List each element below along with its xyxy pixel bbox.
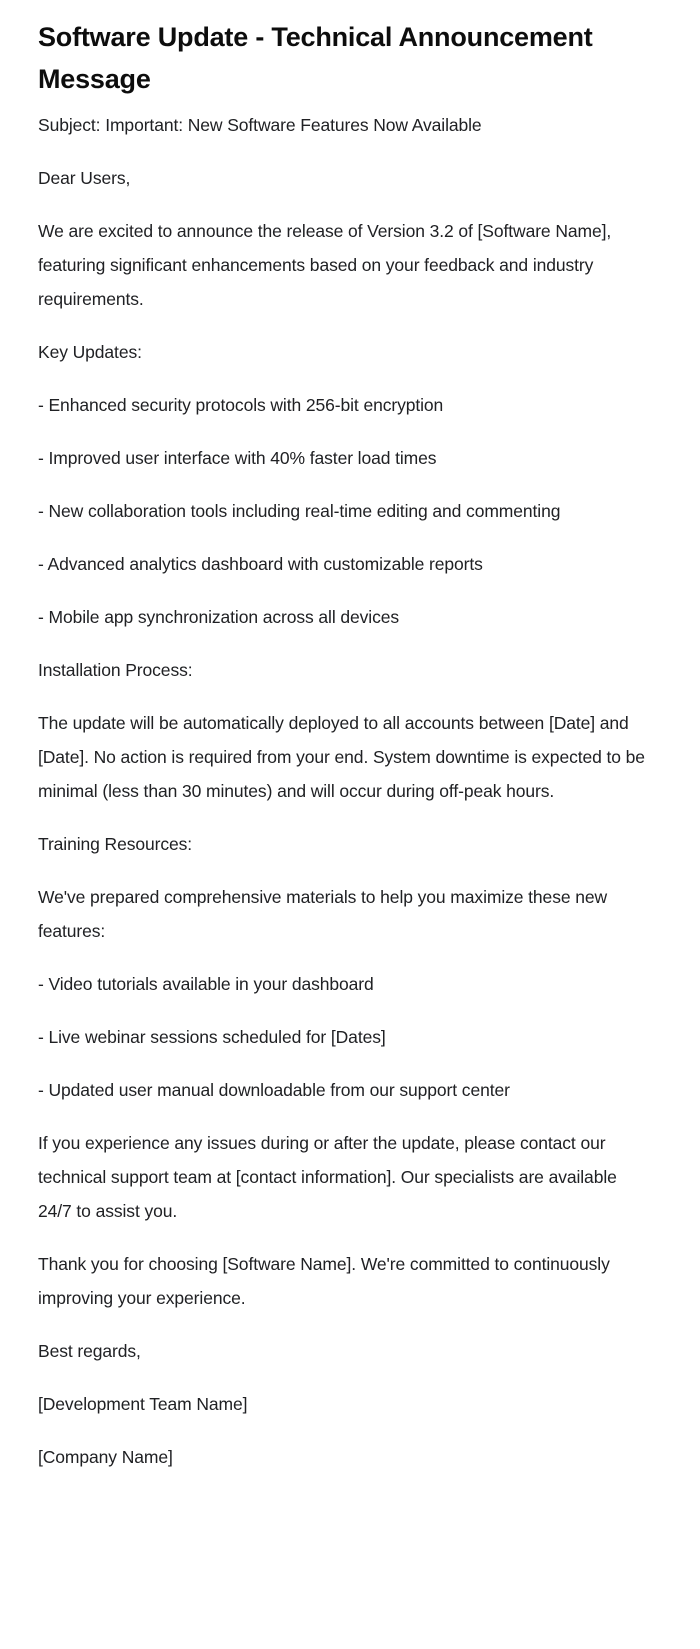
training-item-3: - Updated user manual downloadable from our support center: [38, 1080, 510, 1100]
closing-paragraph: Thank you for choosing [Software Name]. We're committed to continuously improving your experience.: [38, 1254, 610, 1308]
training-intro-paragraph: We've prepared comprehensive materials to help you maximize these new features:: [38, 887, 608, 941]
key-updates-heading: Key Updates:: [38, 342, 142, 362]
signoff: Best regards,: [38, 1341, 141, 1361]
key-update-item-5: - Mobile app synchronization across all devices: [38, 607, 400, 627]
salutation: Dear Users,: [38, 168, 131, 188]
company-name: [Company Name]: [38, 1447, 173, 1467]
page-title: Software Update - Technical Announcement Message: [38, 22, 593, 94]
intro-paragraph: We are excited to announce the release of Version 3.2 of [Software Name], featuring significant enhancements based on your feedback and industry requirements.: [38, 221, 612, 309]
support-paragraph: If you experience any issues during or after the update, please contact our technical support team at [contact information]. Our specialists are available 24/7 to assist you.: [38, 1133, 617, 1221]
team-name: [Development Team Name]: [38, 1394, 248, 1414]
key-update-item-2: - Improved user interface with 40% faster load times: [38, 448, 437, 468]
training-item-2: - Live webinar sessions scheduled for [Dates]: [38, 1027, 386, 1047]
key-update-item-1: - Enhanced security protocols with 256-bit encryption: [38, 395, 444, 415]
subject-line: Subject: Important: New Software Features Now Available: [38, 115, 482, 135]
installation-heading: Installation Process:: [38, 660, 193, 680]
training-item-1: - Video tutorials available in your dashboard: [38, 974, 374, 994]
training-heading: Training Resources:: [38, 834, 193, 854]
key-update-item-4: - Advanced analytics dashboard with customizable reports: [38, 554, 483, 574]
key-update-item-3: - New collaboration tools including real-time editing and commenting: [38, 501, 561, 521]
installation-paragraph: The update will be automatically deployed to all accounts between [Date] and [Date]. No action is required from your end. System downtime is expected to be minimal (less than 30 minutes) and will occur during off-peak hours.: [38, 713, 645, 801]
